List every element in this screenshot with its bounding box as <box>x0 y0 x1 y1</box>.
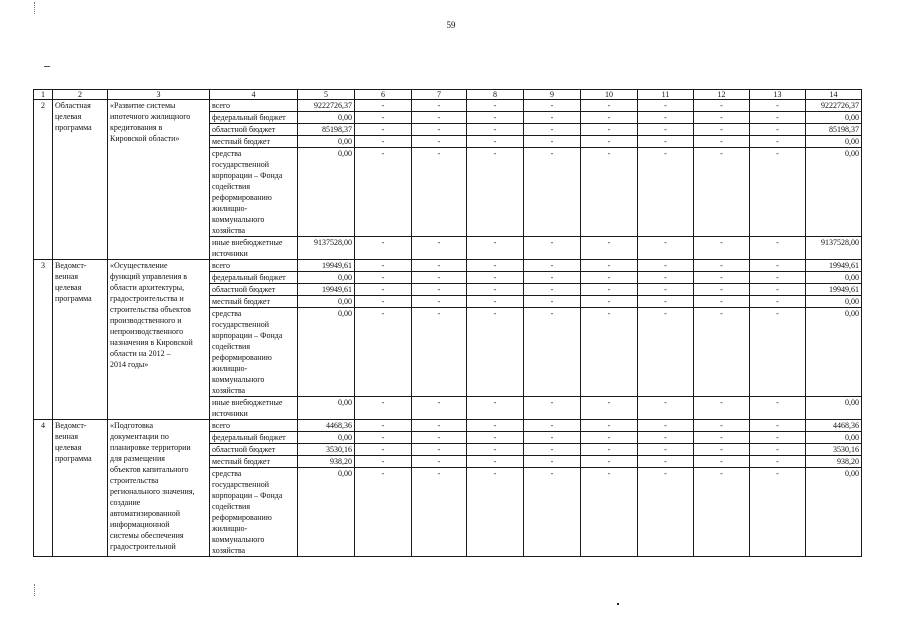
program-name-line: создание <box>110 498 141 507</box>
year-amount-empty: - <box>524 444 581 456</box>
year-amount-empty: - <box>581 456 638 468</box>
year-amount-empty: - <box>467 136 524 148</box>
total-amount: 3530,16 <box>298 444 355 456</box>
year-amount-empty: - <box>694 308 750 397</box>
year-amount-empty: - <box>694 432 750 444</box>
funding-source-line: всего <box>212 421 231 430</box>
funding-source-line: областной бюджет <box>212 125 276 134</box>
year-amount-empty: - <box>524 272 581 284</box>
year-amount-empty: - <box>467 468 524 557</box>
year-amount-empty: - <box>355 237 412 260</box>
year-amount-empty: - <box>581 468 638 557</box>
year-amount-empty: - <box>412 432 467 444</box>
funding-source-line: местный бюджет <box>212 297 270 306</box>
year-amount-empty: - <box>638 260 694 272</box>
year-amount-empty: - <box>750 397 806 420</box>
column-header: 6 <box>355 90 412 100</box>
funding-source-cell <box>210 237 298 260</box>
year-amount-empty: - <box>750 148 806 237</box>
year-amount-empty: - <box>694 444 750 456</box>
funding-source-line: федеральный бюджет <box>212 113 286 122</box>
year-amount-empty: - <box>750 444 806 456</box>
program-name-line: планировке территории <box>110 443 191 452</box>
funding-source-line: жилищно- <box>212 364 248 373</box>
year-amount-empty: - <box>581 148 638 237</box>
year-amount-empty: - <box>638 397 694 420</box>
program-name-line: назначения в Кировской <box>110 338 193 347</box>
program-name-line: функций управления в <box>110 272 188 281</box>
year-amount-empty: - <box>355 148 412 237</box>
year-amount-empty: - <box>524 468 581 557</box>
total-amount: 938,20 <box>298 456 355 468</box>
year-amount-empty: - <box>355 432 412 444</box>
funding-source-cell <box>210 420 298 432</box>
year-amount-empty: - <box>638 468 694 557</box>
row-number: 3 <box>34 260 53 420</box>
year-amount-empty: - <box>524 284 581 296</box>
program-name-cell <box>108 260 210 420</box>
year-amount-empty: - <box>355 308 412 397</box>
result-amount: 0,00 <box>806 432 862 444</box>
program-type-line: целевая <box>55 443 82 452</box>
year-amount-empty: - <box>355 296 412 308</box>
funding-source-line: средства <box>212 309 242 318</box>
year-amount-empty: - <box>694 296 750 308</box>
year-amount-empty: - <box>524 112 581 124</box>
year-amount-empty: - <box>581 397 638 420</box>
year-amount-empty: - <box>581 284 638 296</box>
year-amount-empty: - <box>355 272 412 284</box>
program-type-line: Ведомст- <box>55 261 87 270</box>
year-amount-empty: - <box>638 456 694 468</box>
year-amount-empty: - <box>750 272 806 284</box>
program-funding-table <box>33 89 862 557</box>
scan-dash-mark <box>44 66 50 67</box>
year-amount-empty: - <box>581 124 638 136</box>
year-amount-empty: - <box>581 112 638 124</box>
year-amount-empty: - <box>750 284 806 296</box>
funding-source-cell <box>210 444 298 456</box>
year-amount-empty: - <box>355 420 412 432</box>
program-name-line: объектов капитального <box>110 465 189 474</box>
column-header: 3 <box>108 90 210 100</box>
funding-source-cell <box>210 468 298 557</box>
program-type-line: целевая <box>55 283 82 292</box>
year-amount-empty: - <box>581 432 638 444</box>
program-name-line: строительства <box>110 476 159 485</box>
total-amount: 9222726,37 <box>298 100 355 112</box>
year-amount-empty: - <box>412 260 467 272</box>
total-amount: 19949,61 <box>298 284 355 296</box>
funding-source-line: источники <box>212 409 248 418</box>
program-name-line: градостроительства и <box>110 294 184 303</box>
scan-dot-mark <box>617 603 619 605</box>
year-amount-empty: - <box>750 468 806 557</box>
program-type-line: целевая <box>55 112 82 121</box>
year-amount-empty: - <box>638 148 694 237</box>
year-amount-empty: - <box>524 136 581 148</box>
table-row <box>34 260 862 272</box>
year-amount-empty: - <box>412 296 467 308</box>
year-amount-empty: - <box>750 308 806 397</box>
column-header: 13 <box>750 90 806 100</box>
program-name-line: «Подготовка <box>110 421 154 430</box>
column-header: 2 <box>53 90 108 100</box>
funding-source-line: реформированию <box>212 513 272 522</box>
year-amount-empty: - <box>355 136 412 148</box>
year-amount-empty: - <box>355 260 412 272</box>
year-amount-empty: - <box>412 136 467 148</box>
year-amount-empty: - <box>524 124 581 136</box>
year-amount-empty: - <box>750 100 806 112</box>
result-amount: 0,00 <box>806 112 862 124</box>
funding-source-line: хозяйства <box>212 386 246 395</box>
program-name-line: производственного и <box>110 316 182 325</box>
year-amount-empty: - <box>638 272 694 284</box>
year-amount-empty: - <box>581 272 638 284</box>
total-amount: 0,00 <box>298 308 355 397</box>
program-name-line: Кировской области» <box>110 134 180 143</box>
funding-source-line: всего <box>212 261 231 270</box>
funding-source-line: содействия <box>212 502 251 511</box>
year-amount-empty: - <box>638 237 694 260</box>
program-name-line: строительства объектов <box>110 305 191 314</box>
year-amount-empty: - <box>467 284 524 296</box>
table-row <box>34 100 862 112</box>
year-amount-empty: - <box>412 237 467 260</box>
year-amount-empty: - <box>750 112 806 124</box>
year-amount-empty: - <box>638 112 694 124</box>
year-amount-empty: - <box>694 272 750 284</box>
year-amount-empty: - <box>412 148 467 237</box>
year-amount-empty: - <box>412 308 467 397</box>
total-amount: 19949,61 <box>298 260 355 272</box>
year-amount-empty: - <box>750 260 806 272</box>
funding-source-line: местный бюджет <box>212 137 270 146</box>
funding-source-line: жилищно- <box>212 524 248 533</box>
year-amount-empty: - <box>467 456 524 468</box>
year-amount-empty: - <box>412 272 467 284</box>
funding-source-cell <box>210 272 298 284</box>
funding-source-cell <box>210 100 298 112</box>
funding-source-cell <box>210 296 298 308</box>
year-amount-empty: - <box>355 397 412 420</box>
year-amount-empty: - <box>750 124 806 136</box>
year-amount-empty: - <box>694 260 750 272</box>
total-amount: 9137528,00 <box>298 237 355 260</box>
year-amount-empty: - <box>467 397 524 420</box>
funding-source-cell <box>210 136 298 148</box>
column-header: 7 <box>412 90 467 100</box>
result-amount: 938,20 <box>806 456 862 468</box>
program-name-cell <box>108 420 210 557</box>
funding-source-line: корпорации – Фонда <box>212 331 283 340</box>
column-header: 9 <box>524 90 581 100</box>
page-number: 59 <box>446 20 456 30</box>
funding-source-line: хозяйства <box>212 226 246 235</box>
scan-edge-mark <box>34 2 38 14</box>
year-amount-empty: - <box>412 112 467 124</box>
program-type-line: программа <box>55 454 92 463</box>
funding-source-cell <box>210 284 298 296</box>
program-type-line: венная <box>55 432 79 441</box>
year-amount-empty: - <box>412 124 467 136</box>
table-body <box>34 90 862 557</box>
year-amount-empty: - <box>638 432 694 444</box>
year-amount-empty: - <box>750 296 806 308</box>
year-amount-empty: - <box>355 468 412 557</box>
result-amount: 0,00 <box>806 308 862 397</box>
year-amount-empty: - <box>524 100 581 112</box>
program-name-line: «Осуществление <box>110 261 168 270</box>
year-amount-empty: - <box>524 260 581 272</box>
total-amount: 0,00 <box>298 112 355 124</box>
year-amount-empty: - <box>355 456 412 468</box>
funding-source-line: корпорации – Фонда <box>212 491 283 500</box>
year-amount-empty: - <box>581 308 638 397</box>
year-amount-empty: - <box>467 112 524 124</box>
row-number: 2 <box>34 100 53 260</box>
program-name-line: 2014 годы» <box>110 360 149 369</box>
funding-source-line: государственной <box>212 160 270 169</box>
funding-source-line: реформированию <box>212 193 272 202</box>
funding-source-line: коммунального <box>212 375 265 384</box>
total-amount: 4468,36 <box>298 420 355 432</box>
year-amount-empty: - <box>638 420 694 432</box>
total-amount: 0,00 <box>298 148 355 237</box>
program-type-cell <box>53 260 108 420</box>
year-amount-empty: - <box>638 308 694 397</box>
column-header: 11 <box>638 90 694 100</box>
result-amount: 9137528,00 <box>806 237 862 260</box>
year-amount-empty: - <box>467 308 524 397</box>
program-type-line: Ведомст- <box>55 421 87 430</box>
program-name-line: градостроительной <box>110 542 176 551</box>
column-header: 4 <box>210 90 298 100</box>
result-amount: 0,00 <box>806 397 862 420</box>
column-header: 10 <box>581 90 638 100</box>
column-header: 1 <box>34 90 53 100</box>
year-amount-empty: - <box>524 456 581 468</box>
year-amount-empty: - <box>467 124 524 136</box>
total-amount: 0,00 <box>298 432 355 444</box>
year-amount-empty: - <box>694 124 750 136</box>
funding-source-cell <box>210 308 298 397</box>
year-amount-empty: - <box>467 237 524 260</box>
funding-source-line: областной бюджет <box>212 445 276 454</box>
funding-source-line: областной бюджет <box>212 285 276 294</box>
program-type-line: венная <box>55 272 79 281</box>
program-type-cell <box>53 100 108 260</box>
year-amount-empty: - <box>524 148 581 237</box>
result-amount: 19949,61 <box>806 284 862 296</box>
program-type-line: Областная <box>55 101 91 110</box>
column-header: 14 <box>806 90 862 100</box>
year-amount-empty: - <box>638 296 694 308</box>
funding-source-line: государственной <box>212 480 270 489</box>
year-amount-empty: - <box>694 100 750 112</box>
year-amount-empty: - <box>638 444 694 456</box>
program-name-line: непроизводственного <box>110 327 184 336</box>
year-amount-empty: - <box>524 237 581 260</box>
year-amount-empty: - <box>355 284 412 296</box>
year-amount-empty: - <box>412 420 467 432</box>
year-amount-empty: - <box>694 148 750 237</box>
program-name-line: «Развитие системы <box>110 101 176 110</box>
year-amount-empty: - <box>638 136 694 148</box>
year-amount-empty: - <box>694 136 750 148</box>
year-amount-empty: - <box>412 284 467 296</box>
year-amount-empty: - <box>581 237 638 260</box>
funding-source-line: местный бюджет <box>212 457 270 466</box>
program-name-line: документации по <box>110 432 169 441</box>
program-name-line: автоматизированной <box>110 509 181 518</box>
funding-source-line: реформированию <box>212 353 272 362</box>
year-amount-empty: - <box>524 397 581 420</box>
program-name-line: ипотечного жилищного <box>110 112 191 121</box>
funding-source-cell <box>210 124 298 136</box>
column-header: 12 <box>694 90 750 100</box>
year-amount-empty: - <box>412 444 467 456</box>
year-amount-empty: - <box>467 432 524 444</box>
table-row <box>34 420 862 432</box>
year-amount-empty: - <box>694 112 750 124</box>
result-amount: 85198,37 <box>806 124 862 136</box>
year-amount-empty: - <box>581 136 638 148</box>
funding-source-cell <box>210 260 298 272</box>
result-amount: 0,00 <box>806 296 862 308</box>
header-row <box>34 90 862 100</box>
result-amount: 3530,16 <box>806 444 862 456</box>
funding-source-cell <box>210 456 298 468</box>
total-amount: 0,00 <box>298 397 355 420</box>
funding-source-line: содействия <box>212 182 251 191</box>
year-amount-empty: - <box>750 237 806 260</box>
total-amount: 0,00 <box>298 136 355 148</box>
funding-source-cell <box>210 397 298 420</box>
program-name-line: регионального значения, <box>110 487 195 496</box>
funding-source-line: средства <box>212 149 242 158</box>
year-amount-empty: - <box>694 420 750 432</box>
funding-source-line: коммунального <box>212 535 265 544</box>
year-amount-empty: - <box>694 468 750 557</box>
result-amount: 0,00 <box>806 272 862 284</box>
funding-source-line: средства <box>212 469 242 478</box>
funding-source-line: государственной <box>212 320 270 329</box>
result-amount: 0,00 <box>806 136 862 148</box>
program-name-line: кредитования в <box>110 123 163 132</box>
result-amount: 4468,36 <box>806 420 862 432</box>
program-name-line: области на 2012 – <box>110 349 171 358</box>
year-amount-empty: - <box>694 456 750 468</box>
funding-source-line: корпорации – Фонда <box>212 171 283 180</box>
year-amount-empty: - <box>750 456 806 468</box>
year-amount-empty: - <box>467 444 524 456</box>
year-amount-empty: - <box>581 420 638 432</box>
funding-source-line: коммунального <box>212 215 265 224</box>
year-amount-empty: - <box>524 296 581 308</box>
year-amount-empty: - <box>638 124 694 136</box>
year-amount-empty: - <box>638 284 694 296</box>
funding-source-line: федеральный бюджет <box>212 273 286 282</box>
program-name-line: для размещения <box>110 454 165 463</box>
year-amount-empty: - <box>581 296 638 308</box>
program-name-line: области архитектуры, <box>110 283 185 292</box>
year-amount-empty: - <box>412 468 467 557</box>
year-amount-empty: - <box>355 444 412 456</box>
program-type-line: программа <box>55 123 92 132</box>
total-amount: 0,00 <box>298 468 355 557</box>
year-amount-empty: - <box>355 124 412 136</box>
funding-source-line: иные внебюджетные <box>212 238 283 247</box>
year-amount-empty: - <box>355 112 412 124</box>
year-amount-empty: - <box>581 100 638 112</box>
year-amount-empty: - <box>524 308 581 397</box>
scan-edge-mark <box>34 584 38 596</box>
funding-source-cell <box>210 432 298 444</box>
year-amount-empty: - <box>694 397 750 420</box>
program-name-cell <box>108 100 210 260</box>
year-amount-empty: - <box>524 432 581 444</box>
funding-source-line: жилищно- <box>212 204 248 213</box>
column-header: 8 <box>467 90 524 100</box>
program-name-line: системы обеспечения <box>110 531 184 540</box>
program-name-line: информационной <box>110 520 170 529</box>
program-type-line: программа <box>55 294 92 303</box>
year-amount-empty: - <box>412 397 467 420</box>
year-amount-empty: - <box>694 284 750 296</box>
result-amount: 0,00 <box>806 468 862 557</box>
funding-source-line: федеральный бюджет <box>212 433 286 442</box>
year-amount-empty: - <box>750 420 806 432</box>
funding-source-line: иные внебюджетные <box>212 398 283 407</box>
result-amount: 0,00 <box>806 148 862 237</box>
year-amount-empty: - <box>467 296 524 308</box>
year-amount-empty: - <box>467 260 524 272</box>
year-amount-empty: - <box>467 272 524 284</box>
total-amount: 0,00 <box>298 296 355 308</box>
year-amount-empty: - <box>467 100 524 112</box>
funding-source-line: хозяйства <box>212 546 246 555</box>
year-amount-empty: - <box>750 432 806 444</box>
funding-source-line: всего <box>212 101 231 110</box>
funding-source-line: источники <box>212 249 248 258</box>
funding-source-cell <box>210 112 298 124</box>
year-amount-empty: - <box>412 100 467 112</box>
year-amount-empty: - <box>355 100 412 112</box>
year-amount-empty: - <box>638 100 694 112</box>
year-amount-empty: - <box>412 456 467 468</box>
column-header: 5 <box>298 90 355 100</box>
year-amount-empty: - <box>467 420 524 432</box>
year-amount-empty: - <box>581 260 638 272</box>
year-amount-empty: - <box>467 148 524 237</box>
year-amount-empty: - <box>524 420 581 432</box>
total-amount: 0,00 <box>298 272 355 284</box>
year-amount-empty: - <box>694 237 750 260</box>
year-amount-empty: - <box>750 136 806 148</box>
row-number: 4 <box>34 420 53 557</box>
program-type-cell <box>53 420 108 557</box>
funding-source-line: содействия <box>212 342 251 351</box>
total-amount: 85198,37 <box>298 124 355 136</box>
year-amount-empty: - <box>581 444 638 456</box>
result-amount: 9222726,37 <box>806 100 862 112</box>
result-amount: 19949,61 <box>806 260 862 272</box>
funding-source-cell <box>210 148 298 237</box>
